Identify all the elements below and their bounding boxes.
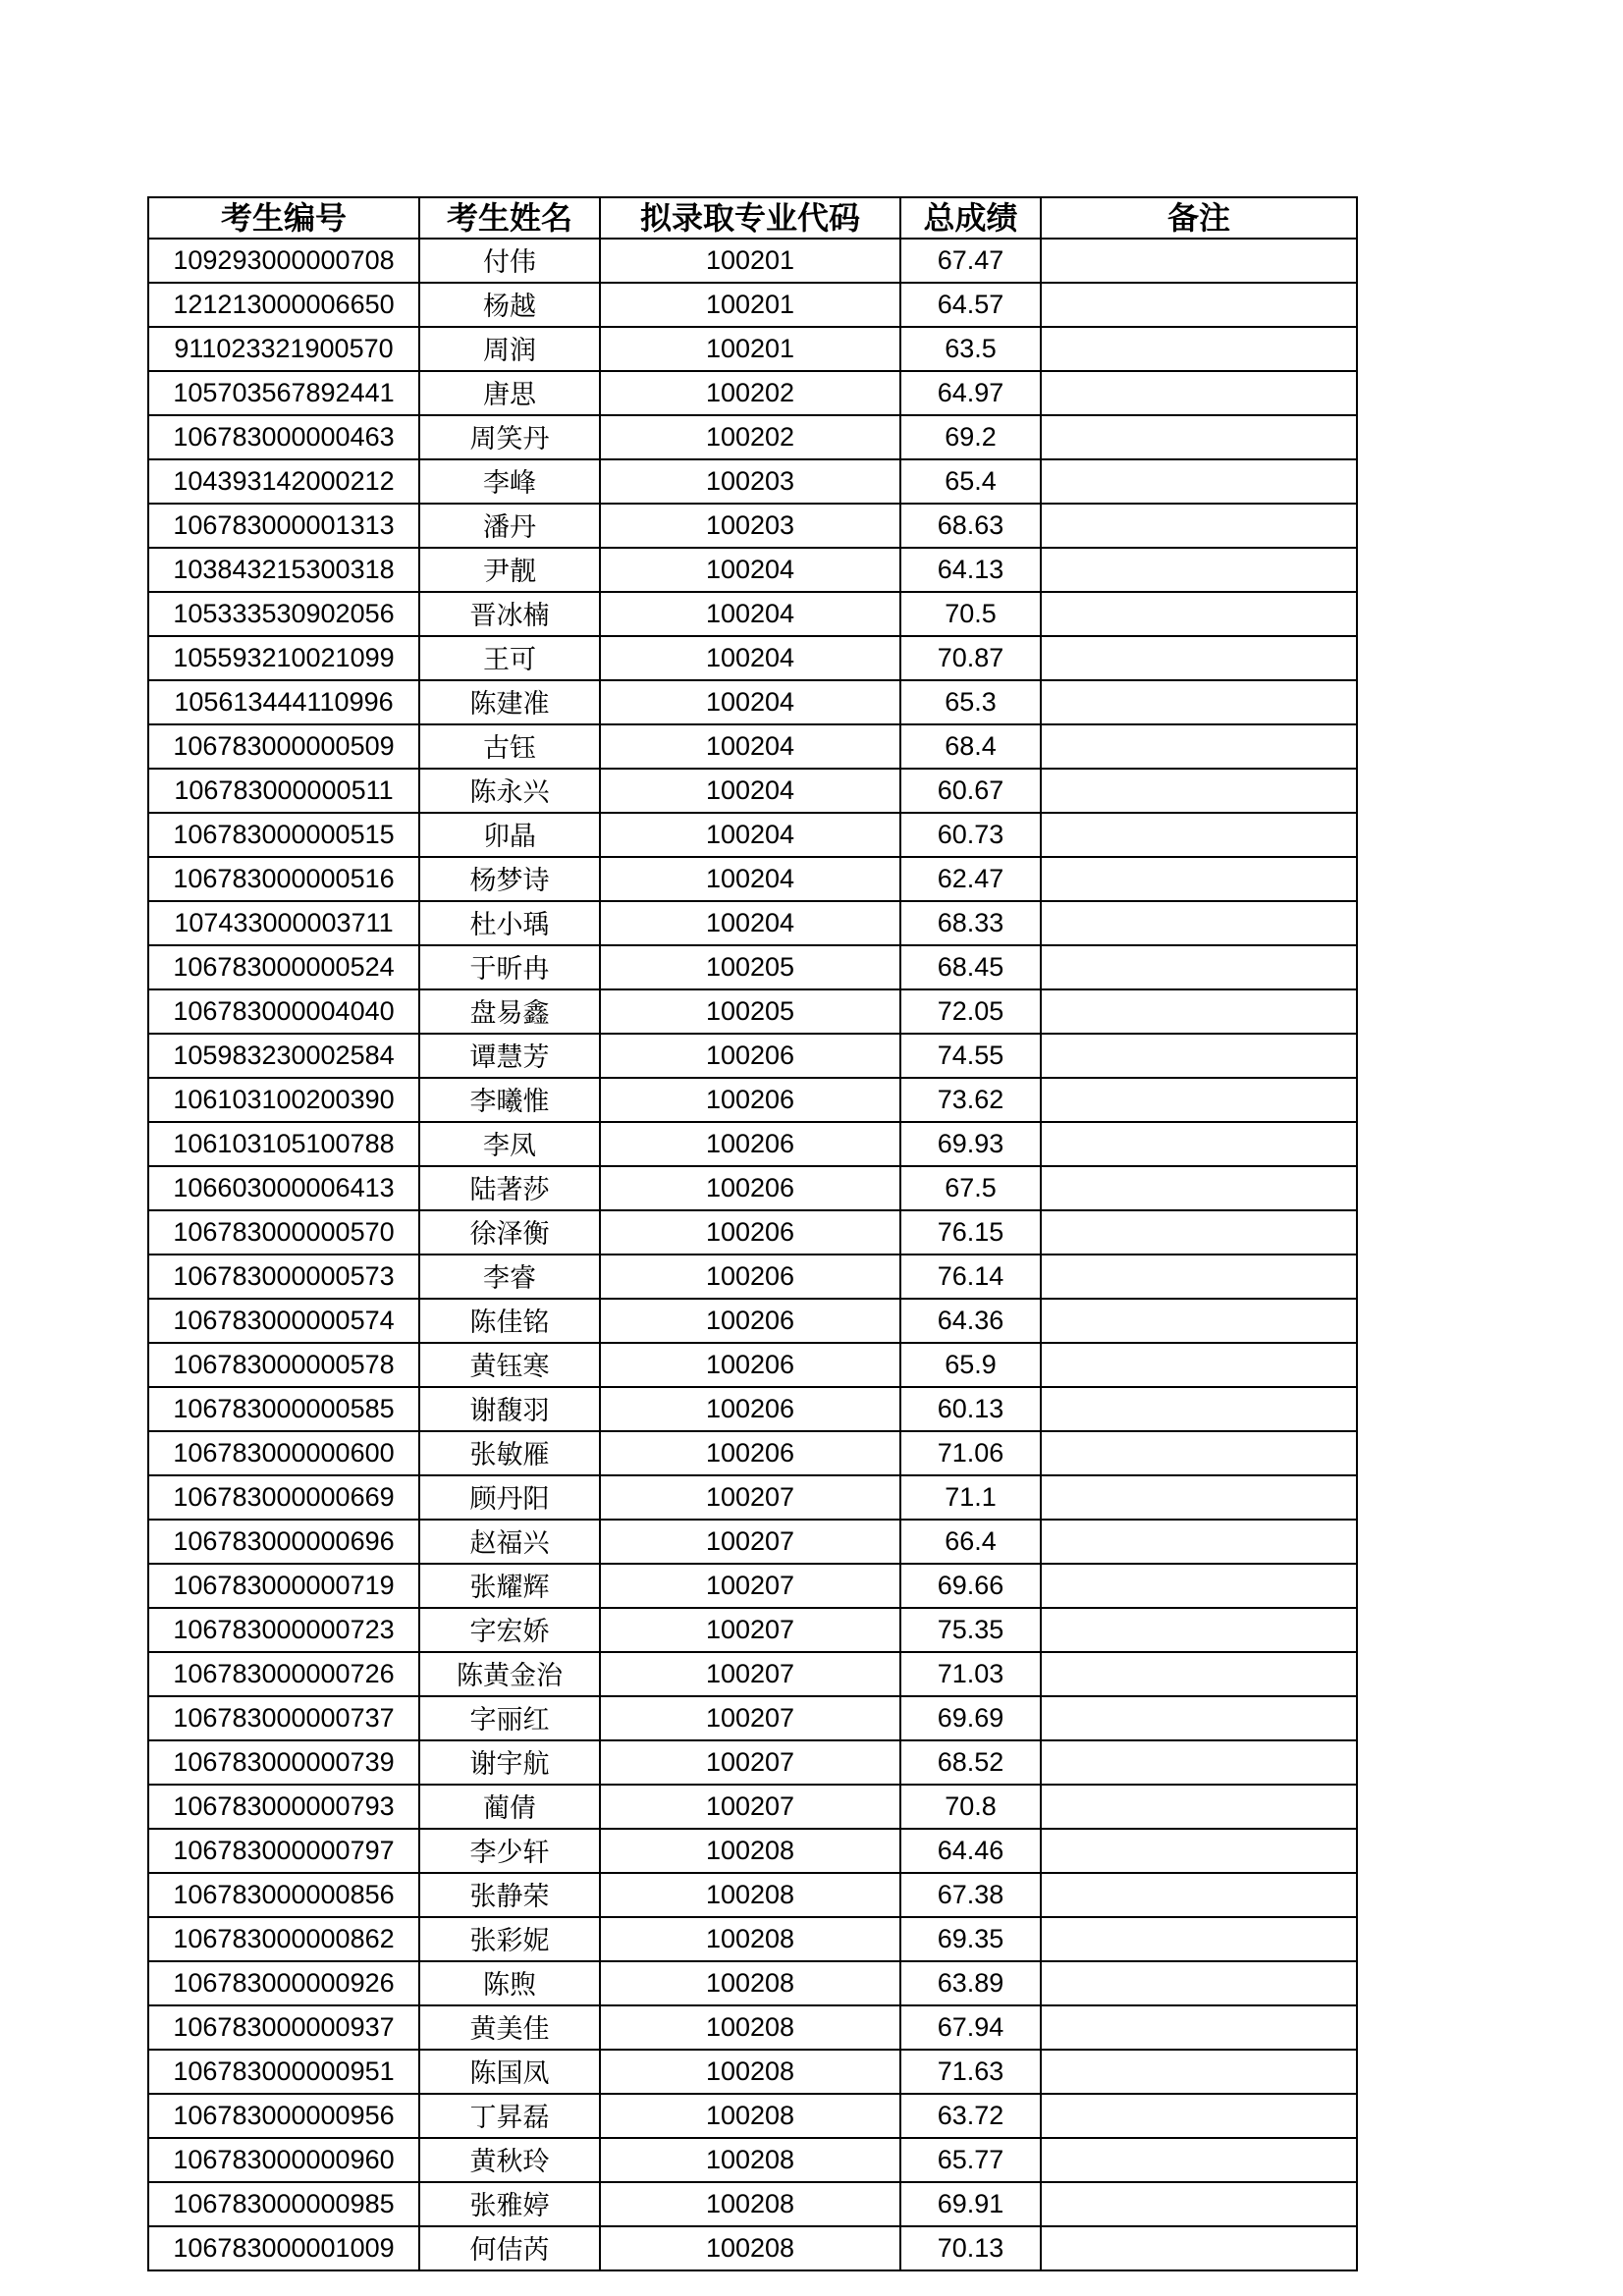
total-score-cell: 60.73 [900,813,1041,857]
candidate-id-cell: 105983230002584 [148,1034,419,1078]
candidate-id-cell: 106783000004040 [148,989,419,1034]
candidate-name-cell: 潘丹 [419,504,600,548]
total-score-cell: 69.93 [900,1122,1041,1166]
table-row [148,1740,1357,1785]
table-row [148,901,1357,945]
total-score-cell: 64.13 [900,548,1041,592]
candidate-name-cell: 谭慧芳 [419,1034,600,1078]
major-code-cell: 100206 [600,1387,900,1431]
total-score-cell: 69.91 [900,2182,1041,2226]
table-row [148,2005,1357,2050]
remarks-cell [1041,1873,1357,1917]
remarks-cell [1041,1740,1357,1785]
candidate-id-cell: 106783000000793 [148,1785,419,1829]
major-code-cell: 100204 [600,636,900,680]
major-code-cell: 100205 [600,945,900,989]
admission-list-table [147,196,1358,2271]
candidate-name-cell: 张敏雁 [419,1431,600,1475]
candidate-id-cell: 106783000000516 [148,857,419,901]
total-score-cell: 69.66 [900,1564,1041,1608]
remarks-cell [1041,1299,1357,1343]
table-row [148,239,1357,283]
total-score-cell: 68.52 [900,1740,1041,1785]
total-score-cell: 65.4 [900,459,1041,504]
table-row [148,371,1357,415]
table-row [148,769,1357,813]
major-code-cell: 100206 [600,1078,900,1122]
total-score-cell: 71.06 [900,1431,1041,1475]
remarks-cell [1041,945,1357,989]
major-code-cell: 100201 [600,283,900,327]
candidate-id-cell: 106783000000578 [148,1343,419,1387]
table-row [148,2050,1357,2094]
candidate-name-cell: 唐思 [419,371,600,415]
table-row [148,857,1357,901]
candidate-id-cell: 106783000000960 [148,2138,419,2182]
remarks-cell [1041,1564,1357,1608]
table-row [148,1122,1357,1166]
remarks-cell [1041,239,1357,283]
remarks-cell [1041,1166,1357,1210]
candidate-id-cell: 107433000003711 [148,901,419,945]
candidate-name-cell: 卯晶 [419,813,600,857]
header-total-score: 总成绩 [900,197,1041,239]
total-score-cell: 68.33 [900,901,1041,945]
total-score-cell: 68.45 [900,945,1041,989]
total-score-cell: 73.62 [900,1078,1041,1122]
total-score-cell: 67.94 [900,2005,1041,2050]
major-code-cell: 100204 [600,548,900,592]
candidate-id-cell: 106783000000585 [148,1387,419,1431]
candidate-id-cell: 106783000000570 [148,1210,419,1255]
remarks-cell [1041,680,1357,724]
total-score-cell: 68.4 [900,724,1041,769]
table-row [148,1387,1357,1431]
candidate-id-cell: 106783000000600 [148,1431,419,1475]
remarks-cell [1041,2182,1357,2226]
candidate-id-cell: 106783000000862 [148,1917,419,1961]
candidate-name-cell: 古钰 [419,724,600,769]
table-row [148,1255,1357,1299]
candidate-id-cell: 106783000000509 [148,724,419,769]
candidate-id-cell: 106783000000696 [148,1520,419,1564]
table-row [148,1475,1357,1520]
candidate-name-cell: 张静荣 [419,1873,600,1917]
major-code-cell: 100207 [600,1564,900,1608]
table-row [148,504,1357,548]
table-row [148,1608,1357,1652]
major-code-cell: 100206 [600,1431,900,1475]
candidate-id-cell: 106783000000951 [148,2050,419,2094]
table-row [148,1166,1357,1210]
remarks-cell [1041,769,1357,813]
remarks-cell [1041,1034,1357,1078]
remarks-cell [1041,1520,1357,1564]
remarks-cell [1041,901,1357,945]
candidate-id-cell: 105593210021099 [148,636,419,680]
total-score-cell: 71.03 [900,1652,1041,1696]
table-row [148,680,1357,724]
table-row [148,1652,1357,1696]
candidate-id-cell: 106783000000463 [148,415,419,459]
candidate-name-cell: 李峰 [419,459,600,504]
remarks-cell [1041,1431,1357,1475]
major-code-cell: 100207 [600,1696,900,1740]
candidate-name-cell: 赵福兴 [419,1520,600,1564]
remarks-cell [1041,1917,1357,1961]
candidate-name-cell: 李曦惟 [419,1078,600,1122]
remarks-cell [1041,1122,1357,1166]
major-code-cell: 100206 [600,1166,900,1210]
candidate-id-cell: 106103100200390 [148,1078,419,1122]
total-score-cell: 69.69 [900,1696,1041,1740]
table-row [148,548,1357,592]
candidate-name-cell: 杜小瑀 [419,901,600,945]
candidate-id-cell: 106783000000669 [148,1475,419,1520]
remarks-cell [1041,459,1357,504]
total-score-cell: 63.5 [900,327,1041,371]
major-code-cell: 100208 [600,2094,900,2138]
candidate-id-cell: 106783000000515 [148,813,419,857]
major-code-cell: 100207 [600,1785,900,1829]
remarks-cell [1041,1608,1357,1652]
candidate-name-cell: 蔺倩 [419,1785,600,1829]
major-code-cell: 100204 [600,813,900,857]
table-row [148,1961,1357,2005]
major-code-cell: 100204 [600,724,900,769]
table-row [148,1785,1357,1829]
major-code-cell: 100208 [600,1917,900,1961]
remarks-cell [1041,1696,1357,1740]
major-code-cell: 100206 [600,1343,900,1387]
table-row [148,1078,1357,1122]
candidate-name-cell: 张彩妮 [419,1917,600,1961]
candidate-name-cell: 付伟 [419,239,600,283]
total-score-cell: 66.4 [900,1520,1041,1564]
remarks-cell [1041,1078,1357,1122]
total-score-cell: 67.47 [900,239,1041,283]
major-code-cell: 100201 [600,239,900,283]
table-row [148,1343,1357,1387]
major-code-cell: 100202 [600,371,900,415]
candidate-name-cell: 李少轩 [419,1829,600,1873]
candidate-name-cell: 于昕冉 [419,945,600,989]
total-score-cell: 67.5 [900,1166,1041,1210]
candidate-name-cell: 丁昇磊 [419,2094,600,2138]
major-code-cell: 100207 [600,1475,900,1520]
total-score-cell: 65.77 [900,2138,1041,2182]
candidate-name-cell: 杨越 [419,283,600,327]
candidate-id-cell: 106783000000719 [148,1564,419,1608]
remarks-cell [1041,2005,1357,2050]
major-code-cell: 100203 [600,504,900,548]
table-row [148,1431,1357,1475]
candidate-name-cell: 何佶芮 [419,2226,600,2270]
major-code-cell: 100208 [600,1829,900,1873]
remarks-cell [1041,592,1357,636]
total-score-cell: 63.89 [900,1961,1041,2005]
remarks-cell [1041,813,1357,857]
remarks-cell [1041,989,1357,1034]
header-row [148,197,1357,239]
table-row [148,459,1357,504]
candidate-id-cell: 106783000000737 [148,1696,419,1740]
candidate-id-cell: 106783000000926 [148,1961,419,2005]
major-code-cell: 100204 [600,769,900,813]
candidate-id-cell: 105703567892441 [148,371,419,415]
total-score-cell: 72.05 [900,989,1041,1034]
remarks-cell [1041,1210,1357,1255]
major-code-cell: 100206 [600,1255,900,1299]
total-score-cell: 63.72 [900,2094,1041,2138]
table-row [148,945,1357,989]
total-score-cell: 64.46 [900,1829,1041,1873]
table-row [148,1520,1357,1564]
candidate-id-cell: 105613444110996 [148,680,419,724]
candidate-id-cell: 106783000000956 [148,2094,419,2138]
total-score-cell: 70.87 [900,636,1041,680]
table-row [148,1210,1357,1255]
major-code-cell: 100206 [600,1122,900,1166]
table-row [148,2094,1357,2138]
candidate-id-cell: 106783000000524 [148,945,419,989]
candidate-name-cell: 杨梦诗 [419,857,600,901]
major-code-cell: 100208 [600,2138,900,2182]
candidate-name-cell: 谢馥羽 [419,1387,600,1431]
candidate-name-cell: 顾丹阳 [419,1475,600,1520]
major-code-cell: 100208 [600,1961,900,2005]
remarks-cell [1041,2226,1357,2270]
candidate-id-cell: 106783000000573 [148,1255,419,1299]
remarks-cell [1041,1343,1357,1387]
remarks-cell [1041,327,1357,371]
major-code-cell: 100207 [600,1608,900,1652]
total-score-cell: 64.97 [900,371,1041,415]
total-score-cell: 68.63 [900,504,1041,548]
table-row [148,1829,1357,1873]
total-score-cell: 69.35 [900,1917,1041,1961]
table-row [148,989,1357,1034]
candidate-name-cell: 李凤 [419,1122,600,1166]
total-score-cell: 70.13 [900,2226,1041,2270]
total-score-cell: 71.63 [900,2050,1041,2094]
candidate-name-cell: 周笑丹 [419,415,600,459]
header-candidate-id: 考生编号 [148,197,419,239]
candidate-name-cell: 尹靓 [419,548,600,592]
candidate-name-cell: 字丽红 [419,1696,600,1740]
candidate-id-cell: 911023321900570 [148,327,419,371]
candidate-id-cell: 106603000006413 [148,1166,419,1210]
total-score-cell: 64.57 [900,283,1041,327]
candidate-id-cell: 109293000000708 [148,239,419,283]
major-code-cell: 100208 [600,2226,900,2270]
table-row [148,283,1357,327]
candidate-name-cell: 张雅婷 [419,2182,600,2226]
candidate-id-cell: 106783000001313 [148,504,419,548]
candidate-id-cell: 106783000001009 [148,2226,419,2270]
remarks-cell [1041,371,1357,415]
candidate-id-cell: 121213000006650 [148,283,419,327]
total-score-cell: 62.47 [900,857,1041,901]
major-code-cell: 100207 [600,1652,900,1696]
major-code-cell: 100208 [600,2005,900,2050]
remarks-cell [1041,636,1357,680]
candidate-name-cell: 陈国凤 [419,2050,600,2094]
candidate-name-cell: 黄美佳 [419,2005,600,2050]
candidate-name-cell: 黄秋玲 [419,2138,600,2182]
candidate-id-cell: 104393142000212 [148,459,419,504]
candidate-name-cell: 徐泽衡 [419,1210,600,1255]
header-candidate-name: 考生姓名 [419,197,600,239]
candidate-id-cell: 106783000000574 [148,1299,419,1343]
header-remarks: 备注 [1041,197,1357,239]
remarks-cell [1041,1475,1357,1520]
table-row [148,1917,1357,1961]
total-score-cell: 70.8 [900,1785,1041,1829]
major-code-cell: 100204 [600,592,900,636]
remarks-cell [1041,1829,1357,1873]
major-code-cell: 100208 [600,2182,900,2226]
remarks-cell [1041,2094,1357,2138]
total-score-cell: 75.35 [900,1608,1041,1652]
table-row [148,813,1357,857]
major-code-cell: 100203 [600,459,900,504]
candidate-name-cell: 周润 [419,327,600,371]
candidate-id-cell: 103843215300318 [148,548,419,592]
major-code-cell: 100201 [600,327,900,371]
candidate-name-cell: 陈煦 [419,1961,600,2005]
candidate-name-cell: 陈建准 [419,680,600,724]
candidate-id-cell: 106783000000739 [148,1740,419,1785]
total-score-cell: 67.38 [900,1873,1041,1917]
table-row [148,1696,1357,1740]
table-row [148,1034,1357,1078]
candidate-name-cell: 黄钰寒 [419,1343,600,1387]
table-row [148,1564,1357,1608]
remarks-cell [1041,2138,1357,2182]
table-header [148,197,1357,239]
total-score-cell: 60.13 [900,1387,1041,1431]
candidate-id-cell: 105333530902056 [148,592,419,636]
candidate-id-cell: 106783000000723 [148,1608,419,1652]
table-row [148,1873,1357,1917]
candidate-name-cell: 谢宇航 [419,1740,600,1785]
table-row [148,636,1357,680]
candidate-name-cell: 陈黄金治 [419,1652,600,1696]
major-code-cell: 100204 [600,680,900,724]
table-body [148,239,1357,2270]
major-code-cell: 100206 [600,1299,900,1343]
remarks-cell [1041,724,1357,769]
major-code-cell: 100207 [600,1520,900,1564]
remarks-cell [1041,1961,1357,2005]
remarks-cell [1041,548,1357,592]
major-code-cell: 100202 [600,415,900,459]
candidate-name-cell: 陈永兴 [419,769,600,813]
remarks-cell [1041,1255,1357,1299]
candidate-id-cell: 106783000000856 [148,1873,419,1917]
major-code-cell: 100208 [600,1873,900,1917]
total-score-cell: 74.55 [900,1034,1041,1078]
candidate-id-cell: 106783000000726 [148,1652,419,1696]
candidate-id-cell: 106783000000511 [148,769,419,813]
table-row [148,327,1357,371]
table-row [148,415,1357,459]
candidate-id-cell: 106783000000797 [148,1829,419,1873]
candidate-id-cell: 106783000000937 [148,2005,419,2050]
remarks-cell [1041,1652,1357,1696]
remarks-cell [1041,415,1357,459]
table-row [148,2138,1357,2182]
table-row [148,2226,1357,2270]
candidate-name-cell: 陈佳铭 [419,1299,600,1343]
candidate-name-cell: 李睿 [419,1255,600,1299]
total-score-cell: 71.1 [900,1475,1041,1520]
candidate-name-cell: 字宏娇 [419,1608,600,1652]
total-score-cell: 70.5 [900,592,1041,636]
total-score-cell: 65.3 [900,680,1041,724]
major-code-cell: 100204 [600,901,900,945]
total-score-cell: 65.9 [900,1343,1041,1387]
remarks-cell [1041,283,1357,327]
candidate-id-cell: 106103105100788 [148,1122,419,1166]
candidate-name-cell: 王可 [419,636,600,680]
major-code-cell: 100206 [600,1210,900,1255]
remarks-cell [1041,857,1357,901]
table-row [148,592,1357,636]
major-code-cell: 100205 [600,989,900,1034]
remarks-cell [1041,1387,1357,1431]
remarks-cell [1041,1785,1357,1829]
table-row [148,2182,1357,2226]
candidate-name-cell: 陆著莎 [419,1166,600,1210]
remarks-cell [1041,2050,1357,2094]
major-code-cell: 100206 [600,1034,900,1078]
table-row [148,724,1357,769]
header-major-code: 拟录取专业代码 [600,197,900,239]
total-score-cell: 64.36 [900,1299,1041,1343]
candidate-name-cell: 晋冰楠 [419,592,600,636]
major-code-cell: 100207 [600,1740,900,1785]
candidate-name-cell: 盘易鑫 [419,989,600,1034]
major-code-cell: 100208 [600,2050,900,2094]
total-score-cell: 76.15 [900,1210,1041,1255]
candidate-name-cell: 张耀辉 [419,1564,600,1608]
major-code-cell: 100204 [600,857,900,901]
total-score-cell: 69.2 [900,415,1041,459]
table-row [148,1299,1357,1343]
remarks-cell [1041,504,1357,548]
total-score-cell: 76.14 [900,1255,1041,1299]
candidate-id-cell: 106783000000985 [148,2182,419,2226]
total-score-cell: 60.67 [900,769,1041,813]
